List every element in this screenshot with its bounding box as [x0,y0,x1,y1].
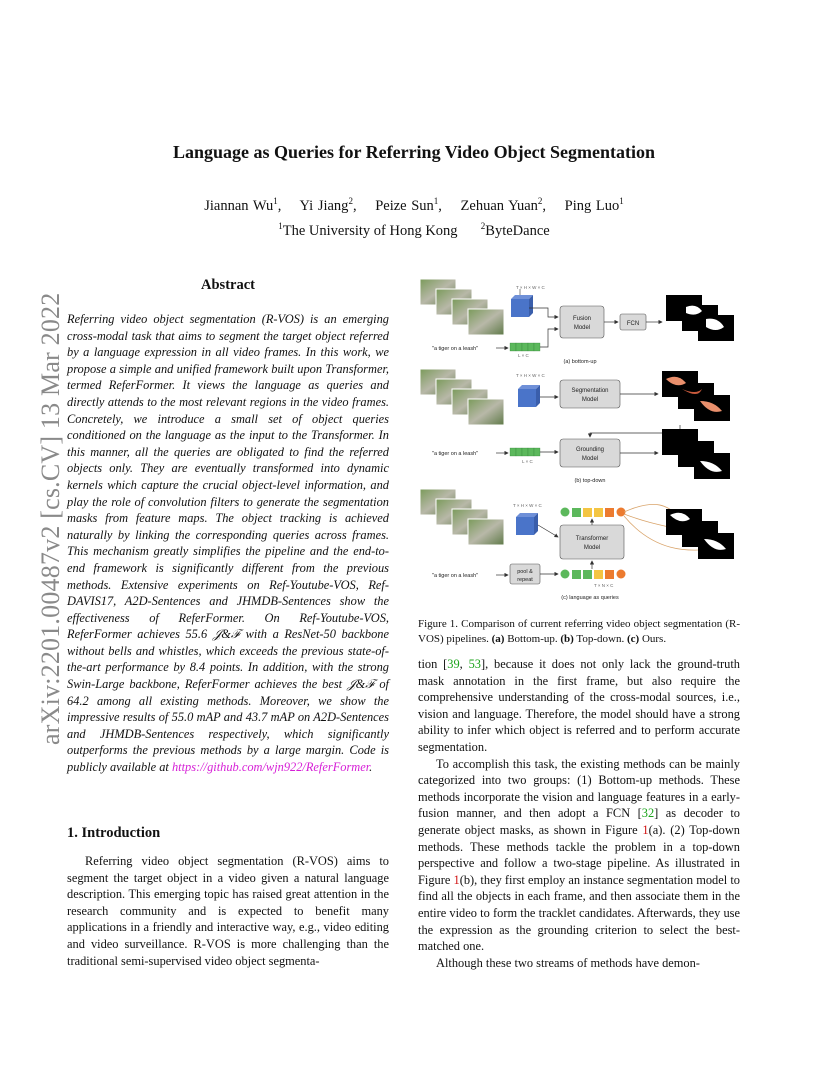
dim-label-top: T × H × W × C [513,503,542,508]
box-label: pool & [517,569,533,575]
box-label: Model [583,545,601,551]
paper-title: Language as Queries for Referring Video Object Segmentation [172,142,656,162]
box-label: Grounding [575,447,605,453]
video-frames [420,369,504,425]
box-label: Model [581,456,599,462]
video-frames [420,489,504,545]
affiliation-list [0,221,828,240]
link-suffix: . [369,760,373,775]
figure-ref-link[interactable]: 1 [453,872,460,887]
segmentation-model-box [560,380,620,408]
affil-mark: 2 [480,221,486,231]
box-label: Transformer [575,536,609,542]
author-name: Peize Sun [375,198,434,214]
query-tokens-bottom [561,570,626,580]
caption-c-text: Ours. [641,633,667,645]
box-label: Model [581,397,599,403]
query-text: "a tiger on a leash" [432,346,479,352]
paragraph [418,756,740,955]
author-list: Jiannan Wu$^1$, Yi Jiang$^2$, Peize Sun$^1$, Zehuan Yuan$^2$, Ping Luo$^1$ [204,196,624,214]
feature-cube [511,295,533,317]
feature-cube [516,513,538,535]
text-run: ] as decoder to generate object masks, as shown in Figure [418,806,740,837]
code-link[interactable]: https://github.com/wjn922/ReferFormer [171,760,370,775]
abstract-heading: Abstract [201,277,255,293]
abstract-body: Referring video object segmentation (R-VOS) is an emerging cross-modal task that aims to segment the target object referred by a language expression in all video frames. In this work, we propose a simple and unified framework built upon Transformer, termed ReferFormer. It views the language as queries and directly attends to the most relevant regions in the video frames. Concretely, we introduce a small set of object queries conditioned on the language as the input to the Transformer. In this manner, all the queries are obligated to find the referred objects only. They are eventually transformed into dynamic kernels which capture the crucial object-level information, and play the role of convolution filters to generate the segmentation masks from feature maps. The object tracking is achieved naturally by linking the corresponding queries across frames. This mechanism greatly simplifies the pipeline and the end-to-end framework is significantly different from the previous methods. Extensive experiments on Ref-Youtube-VOS, Ref-DAVIS17, A2D-Sentences and JHMDB-Sentences show the effectiveness of ReferFormer. On Ref-Youtube-VOS, ReferFormer achieves 55.6 𝒥&ℱ with a ResNet-50 backbone without bells and whistles, which exceeds the previous state-of-the-art performance by 8.4 points. In addition, with the strong Swin-Large backbone, ReferFormer achieves the best 𝒥&ℱ of 64.2 among all existing methods. Moreover, we show the impressive results of 55.0 mAP and 43.7 mAP on A2D-Sentences and JHMDB-Sentences respectively, which significantly outperforms the previous methods by a large margin. Code is publicly available at [67,312,389,775]
citation-link[interactable]: 53 [468,657,481,671]
dim-label-bottom: L × C [522,459,533,464]
grounding-model-box [560,439,620,467]
box-label: repeat [517,577,533,583]
fusion-model-box [560,306,604,338]
caption-c-mark: (c) [626,633,640,645]
arxiv-stamp: arXiv:2201.00487v2 [cs.CV] 13 Mar 2022 [36,292,65,745]
paragraph [418,656,740,756]
query-tokens-top [561,508,626,518]
selected-masks [662,429,730,479]
abstract-text [67,311,389,776]
author-affil-mark: 1 [619,196,624,206]
author-affil-mark: 2 [348,196,353,206]
video-frames [420,279,504,335]
text-run: (b), they first employ an instance segmentation model to find all the objects in each frame, and then associate them in the entire video to form the tracklet candidates. Afterwards, they use the expression as the grounding criterion to select the best-matched one. [418,872,740,954]
mask-outputs [666,295,734,341]
author-affil-mark: 1 [433,196,439,206]
panel-label: (a) bottom-up [563,359,597,365]
affiliation-name: ByteDance [485,223,550,239]
feature-cube [518,385,540,407]
citation-link[interactable]: 32 [641,806,655,821]
text-run: tion [ [418,657,448,671]
panel-b [420,369,730,484]
text-run: , [459,657,469,671]
text-run: (a). (2) Top-down methods. These methods tackle the problem in a top-down perspective and follow a two-stage pipeline. As illustrated in Figure [418,822,741,887]
panel-c [420,489,734,601]
affiliation-name: The University of Hong Kong [282,223,458,239]
word-tokens [510,448,540,456]
query-text: "a tiger on a leash" [432,573,479,579]
panel-label: (c) language as queries [561,595,619,601]
box-label: Model [573,325,591,331]
output-masks [666,509,734,559]
paragraph: Although these two streams of methods have demon- [436,955,700,970]
box-label: Fusion [572,316,592,322]
panel-label: (b) top-down [574,478,606,484]
caption-a-text: Bottom-up. [507,633,558,645]
box-label: FCN [626,321,640,327]
caption-b-text: Top-down. [576,633,625,645]
caption-b-mark: (b) [560,633,574,645]
figure-caption [418,617,740,647]
caption-text: Figure 1. Comparison of current referring video object segmentation (R-VOS) pipelines. [418,618,740,645]
caption-a-mark: (a) [491,633,505,645]
intro-text: Referring video object segmentation (R-VOS) aims to segment the target object in a video given a natural language description. This emerging topic has raised great attention in the research community and is expected to benefit many applications in a friendly and interactive way, e.g., video editing and video surveillance. R-VOS is more challenging than the traditional semi-supervised video object segmenta- [67,854,389,968]
dim-label-top: T × H × W × C [516,373,545,378]
panel-a [420,279,734,365]
word-tokens [510,343,540,351]
author-name: Zehuan Yuan [460,198,538,214]
dim-label-bottom: L × C [518,353,529,358]
figure-ref-link[interactable]: 1 [642,822,649,837]
author-affil-mark: 2 [537,196,543,206]
dim-label-bottom: T × N × C [594,583,614,588]
citation-link[interactable]: 39 [447,657,460,671]
transformer-model-box [560,525,624,559]
figure-1 [418,277,740,607]
candidate-masks [662,371,730,421]
query-text: "a tiger on a leash" [432,451,479,457]
author-name: Yi Jiang [299,198,349,214]
box-label: Segmentation [571,388,609,394]
affil-mark: 1 [278,221,283,231]
text-run: To accomplish this task, the existing methods can be mainly categorized into two groups: (1) Bottom-up methods. These methods incorporate the vision and language features in a early-fusion manner, and then adopt a FCN [ [418,756,740,821]
author-name: Ping Luo [564,198,620,214]
author-name: Jiannan Wu [204,198,274,214]
right-column-text [418,656,740,971]
text-run: ], because it does not only lack the ground-truth mask annotation in the first frame, but also require the comprehensive understanding of the cross-modal sources, i.e., vision and language. Therefore, the model should have a strong ability to infer which object is referred and to perform accurate segmentation. [418,657,740,754]
author-affil-mark: 1 [273,196,278,206]
dim-label-top: T × H × W × C [516,285,545,290]
intro-heading: 1. Introduction [67,825,161,841]
